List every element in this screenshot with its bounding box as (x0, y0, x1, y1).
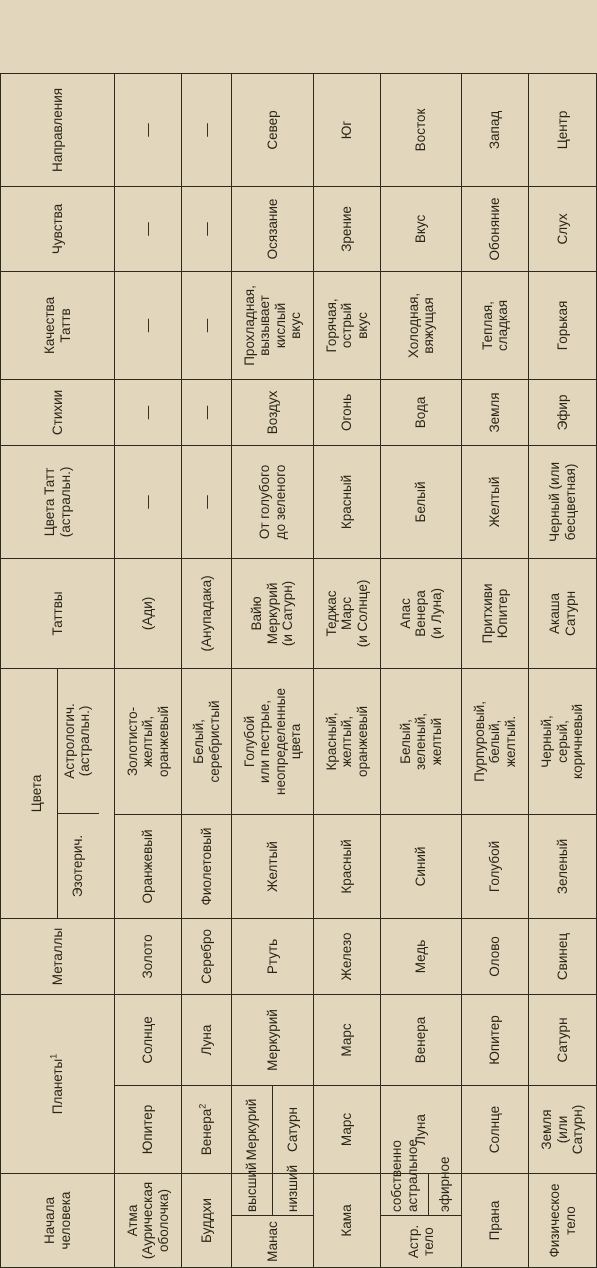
esoteric-buddhi: Фиолетовый (182, 814, 232, 918)
principle-atma: Атма (Аурическая оболочка) (115, 1173, 182, 1267)
planet-a-astral: Луна (381, 1085, 462, 1173)
tattva-color-prana: Желтый (462, 445, 529, 558)
principle-astral: Астр. тело (381, 1216, 462, 1268)
planets-footnote-mark: 1 (48, 1053, 59, 1059)
tattva-color-buddhi: — (182, 445, 232, 558)
sense-prana: Обоняние (462, 186, 529, 271)
direction-prana: Запад (462, 73, 529, 186)
tattva-atma: (Ади) (115, 558, 182, 668)
header-tattvas: Таттвы (1, 558, 115, 668)
row-kama (314, 0, 381, 1268)
tattva-color-kama: Красный (314, 445, 381, 558)
tattva-kama: Теджас Марс (и Солнце) (314, 558, 381, 668)
tattva-color-physical: Черный (или бесцветная) (529, 445, 597, 558)
tattva-color-manas: От голубого до зеленого (232, 445, 314, 558)
metal-buddhi: Серебро (182, 918, 232, 994)
header-planets-label: Планеты (49, 1058, 65, 1115)
header-principles: Начала человека (1, 1173, 115, 1267)
quality-prana: Теплая, сладкая (462, 271, 529, 379)
venus-footnote-mark: 2 (197, 1103, 208, 1109)
astro-astral: Белый, зеленый, желтый (381, 668, 462, 814)
astro-physical: Черный, серый, коричневый (529, 668, 597, 814)
planet-b-physical: Сатурн (529, 994, 597, 1085)
metal-kama: Железо (314, 918, 381, 994)
principle-manas: Манас (232, 1216, 314, 1268)
quality-physical: Горькая (529, 271, 597, 379)
esoteric-astral: Синий (381, 814, 462, 918)
astro-prana: Пурпуровый, белый, желтый. (462, 668, 529, 814)
principle-physical: Физическое тело (529, 1173, 597, 1267)
element-buddhi: — (182, 379, 232, 445)
esoteric-atma: Оранжевый (115, 814, 182, 918)
planet-a-prana: Солнце (462, 1085, 529, 1173)
astral-etheric: эфирное (429, 1173, 462, 1215)
header-colors (1, 668, 115, 918)
element-kama: Огонь (314, 379, 381, 445)
header-tattva-qualities: Качества Таттв (1, 271, 115, 379)
esoteric-kama: Красный (314, 814, 381, 918)
header-directions: Направления (1, 73, 115, 186)
header-senses: Чувства (1, 186, 115, 271)
row-buddhi (182, 0, 232, 1268)
tattva-physical: Акаша Сатурн (529, 558, 597, 668)
quality-astral: Холодная, вяжущая (381, 271, 462, 379)
header-elements: Стихии (1, 379, 115, 445)
planet-b-atma: Солнце (115, 994, 182, 1085)
sense-physical: Слух (529, 186, 597, 271)
planet-a-buddhi (182, 1085, 232, 1173)
sense-buddhi: — (182, 186, 232, 271)
manas-lower: низший (273, 1173, 314, 1215)
sense-atma: — (115, 186, 182, 271)
tattva-astral: Апас Венера (и Луна) (381, 558, 462, 668)
tattva-prana: Притхиви Юпитер (462, 558, 529, 668)
direction-kama: Юг (314, 73, 381, 186)
quality-kama: Горячая, острый вкус (314, 271, 381, 379)
header-colors-astro: Астрологич. (астральн.) (62, 703, 93, 779)
metal-atma: Золото (115, 918, 182, 994)
astro-atma: Золотисто- желтый, оранжевый (115, 668, 182, 814)
header-colors-esoteric: Эзотерич. (58, 813, 99, 918)
row-physical (529, 0, 597, 1268)
planet-a-buddhi-label: Венера (198, 1108, 214, 1156)
header-tattva-colors: Цвета Татт (астральн.) (1, 445, 115, 558)
astral-proper: собственно астральное (381, 1173, 429, 1215)
metal-manas: Ртуть (232, 918, 314, 994)
header-metals: Металлы (1, 918, 115, 994)
sense-manas: Осязание (232, 186, 314, 271)
row-astral-proper (381, 0, 429, 1268)
element-astral: Вода (381, 379, 462, 445)
esoteric-prana: Голубой (462, 814, 529, 918)
astro-manas: Голубой или пестрые, неопределенные цвета (232, 668, 314, 814)
direction-manas: Север (232, 73, 314, 186)
quality-atma: — (115, 271, 182, 379)
planet-a-physical: Земля (или Сатурн) (529, 1085, 597, 1173)
metal-astral: Медь (381, 918, 462, 994)
quality-manas: Прохладная, вызывает кислый вкус (232, 271, 314, 379)
sense-kama: Зрение (314, 186, 381, 271)
planet-manas-lower: Сатурн (273, 1085, 314, 1173)
principle-prana: Прана (462, 1173, 529, 1267)
planet-a-kama: Марс (314, 1085, 381, 1173)
tattva-color-atma: — (115, 445, 182, 558)
row-manas-higher (232, 0, 273, 1268)
direction-physical: Центр (529, 73, 597, 186)
element-manas: Воздух (232, 379, 314, 445)
direction-buddhi: — (182, 73, 232, 186)
planet-b-prana: Юпитер (462, 994, 529, 1085)
principle-buddhi: Буддхи (182, 1173, 232, 1267)
astro-buddhi: Белый, серебристый (182, 668, 232, 814)
tattva-buddhi: (Анупадака) (182, 558, 232, 668)
principle-kama: Кама (314, 1173, 381, 1267)
planet-b-astral: Венера (381, 994, 462, 1085)
header-planets (1, 994, 115, 1173)
esoteric-physical: Зеленый (529, 814, 597, 918)
sense-astral: Вкус (381, 186, 462, 271)
tattva-color-astral: Белый (381, 445, 462, 558)
tattva-manas: Вайю Меркурий (и Сатурн) (232, 558, 314, 668)
metal-prana: Олово (462, 918, 529, 994)
manas-higher: высший (232, 1173, 273, 1215)
planet-b-kama: Марс (314, 994, 381, 1085)
esoteric-manas: Желтый (232, 814, 314, 918)
astro-kama: Красный, желтый, оранжевый (314, 668, 381, 814)
row-prana (462, 0, 529, 1268)
element-prana: Земля (462, 379, 529, 445)
quality-buddhi: — (182, 271, 232, 379)
planet-manas-higher: Меркурий (232, 1085, 273, 1173)
planet-a-atma: Юпитер (115, 1085, 182, 1173)
direction-atma: — (115, 73, 182, 186)
element-atma: — (115, 379, 182, 445)
planet-b-manas: Меркурий (232, 994, 314, 1085)
direction-astral: Восток (381, 73, 462, 186)
header-colors-label: Цвета (17, 669, 58, 918)
planet-b-buddhi: Луна (182, 994, 232, 1085)
row-atma (115, 0, 182, 1268)
metal-physical: Свинец (529, 918, 597, 994)
element-physical: Эфир (529, 379, 597, 445)
